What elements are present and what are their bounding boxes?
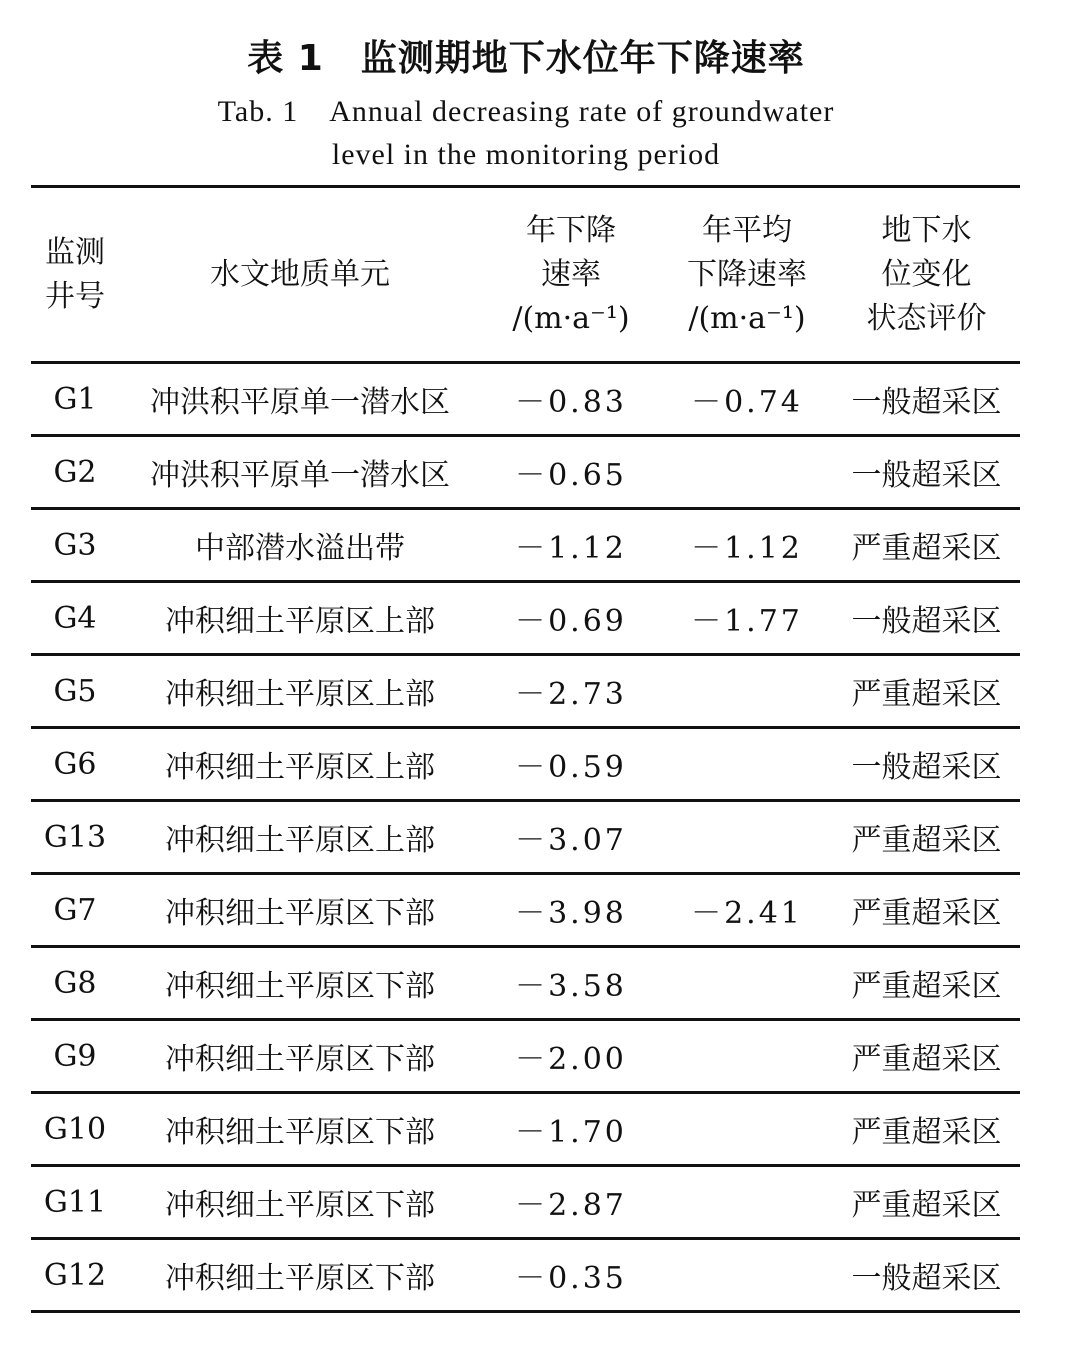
hydro-unit-cell: 冲积细土平原区上部 <box>165 750 435 785</box>
table-body <box>31 363 1020 1312</box>
header-line: 地下水 <box>881 212 972 248</box>
status-cell: 严重超采区 <box>851 823 1002 858</box>
header-line: 年下降 <box>526 212 616 248</box>
well-id-cell: G7 <box>53 892 97 928</box>
table-title-en-line1: Tab. 1 Annual decreasing rate of groundwater <box>217 95 835 128</box>
table-title-cn: 表 1 监测期地下水位年下降速率 <box>247 38 805 79</box>
table-row <box>31 947 1020 1020</box>
annual-rate-cell: －3.58 <box>515 969 627 1004</box>
table-row <box>31 874 1020 947</box>
header-status <box>833 187 1020 363</box>
well-id-cell: G4 <box>53 600 97 636</box>
status-cell: 严重超采区 <box>851 1042 1002 1077</box>
status-cell: 一般超采区 <box>851 1261 1002 1296</box>
status-cell: 严重超采区 <box>851 1115 1002 1150</box>
hydro-unit-cell: 冲积细土平原区下部 <box>165 1115 435 1150</box>
table-row <box>31 436 1020 509</box>
annual-rate-cell: －1.12 <box>515 531 627 566</box>
average-rate-cell <box>661 1166 833 1239</box>
annual-rate-cell: －2.73 <box>515 677 627 712</box>
annual-rate-cell: －3.98 <box>515 896 627 931</box>
well-id-cell: G10 <box>43 1111 107 1147</box>
table-row <box>31 1239 1020 1312</box>
status-cell: 一般超采区 <box>851 750 1002 785</box>
annual-rate-cell: －1.70 <box>515 1115 627 1150</box>
hydro-unit-cell: 冲积细土平原区上部 <box>165 677 435 712</box>
average-rate-cell <box>661 801 833 874</box>
table-header <box>31 187 1020 363</box>
table-row <box>31 801 1020 874</box>
header-line: 水文地质单元 <box>210 256 390 292</box>
hydro-unit-cell: 中部潜水溢出带 <box>195 531 405 566</box>
status-cell: 一般超采区 <box>851 385 1002 420</box>
annual-rate-cell: －0.83 <box>515 385 627 420</box>
header-line: 监测 <box>45 234 105 270</box>
status-cell: 严重超采区 <box>851 1188 1002 1223</box>
well-id-cell: G2 <box>53 454 97 490</box>
status-cell: 一般超采区 <box>851 458 1002 493</box>
annual-rate-cell: －2.87 <box>515 1188 627 1223</box>
header-line: 位变化 <box>881 256 972 292</box>
table-row <box>31 363 1020 436</box>
hydro-unit-cell: 冲积细土平原区下部 <box>165 1261 435 1296</box>
hydro-unit-cell: 冲积细土平原区下部 <box>165 1188 435 1223</box>
well-id-cell: G13 <box>43 819 107 855</box>
status-cell: 严重超采区 <box>851 531 1002 566</box>
header-annual-rate <box>481 187 661 363</box>
hydro-unit-cell: 冲洪积平原单一潜水区 <box>150 385 450 420</box>
hydro-unit-cell: 冲积细土平原区下部 <box>165 969 435 1004</box>
average-rate-cell <box>661 655 833 728</box>
well-id-cell: G3 <box>53 527 97 563</box>
average-rate-cell: －2.41 <box>691 896 803 931</box>
header-hydro-unit <box>119 187 481 363</box>
status-cell: 严重超采区 <box>851 969 1002 1004</box>
well-id-cell: G12 <box>43 1257 107 1293</box>
average-rate-cell <box>661 947 833 1020</box>
table-row <box>31 582 1020 655</box>
annual-rate-cell: －0.69 <box>515 604 627 639</box>
average-rate-cell: －1.77 <box>691 604 803 639</box>
well-id-cell: G11 <box>43 1184 107 1220</box>
average-rate-cell <box>661 1020 833 1093</box>
well-id-cell: G6 <box>53 746 97 782</box>
status-cell: 严重超采区 <box>851 677 1002 712</box>
table-row <box>31 1020 1020 1093</box>
table-row <box>31 1166 1020 1239</box>
header-line: 状态评价 <box>866 300 987 336</box>
header-average-rate <box>661 187 833 363</box>
annual-rate-cell: －3.07 <box>515 823 627 858</box>
header-well-id <box>31 187 119 363</box>
groundwater-rate-table <box>31 185 1020 1313</box>
hydro-unit-cell: 冲积细土平原区下部 <box>165 1042 435 1077</box>
header-line: 下降速率 <box>687 256 807 292</box>
well-id-cell: G9 <box>53 1038 97 1074</box>
table-row <box>31 728 1020 801</box>
annual-rate-cell: －0.59 <box>515 750 627 785</box>
hydro-unit-cell: 冲积细土平原区上部 <box>165 823 435 858</box>
header-row <box>31 187 1020 363</box>
hydro-unit-cell: 冲积细土平原区上部 <box>165 604 435 639</box>
well-id-cell: G5 <box>53 673 97 709</box>
header-line: /(m·a⁻¹) <box>512 300 630 336</box>
average-rate-cell: －1.12 <box>691 531 803 566</box>
table-row <box>31 509 1020 582</box>
table-title-en-line2: level in the monitoring period <box>331 138 721 171</box>
average-rate-cell: －0.74 <box>691 385 803 420</box>
average-rate-cell <box>661 1239 833 1312</box>
header-line: 年平均 <box>702 212 792 248</box>
hydro-unit-cell: 冲积细土平原区下部 <box>165 896 435 931</box>
table-row <box>31 1093 1020 1166</box>
annual-rate-cell: －0.35 <box>515 1261 627 1296</box>
average-rate-cell <box>661 728 833 801</box>
annual-rate-cell: －0.65 <box>515 458 627 493</box>
average-rate-cell <box>661 1093 833 1166</box>
hydro-unit-cell: 冲洪积平原单一潜水区 <box>150 458 450 493</box>
header-line: /(m·a⁻¹) <box>688 300 806 336</box>
well-id-cell: G8 <box>53 965 97 1001</box>
well-id-cell: G1 <box>53 381 97 417</box>
status-cell: 严重超采区 <box>851 896 1002 931</box>
header-line: 速率 <box>541 256 601 292</box>
status-cell: 一般超采区 <box>851 604 1002 639</box>
header-line: 井号 <box>45 278 105 314</box>
average-rate-cell <box>661 436 833 509</box>
annual-rate-cell: －2.00 <box>515 1042 627 1077</box>
table-row <box>31 655 1020 728</box>
